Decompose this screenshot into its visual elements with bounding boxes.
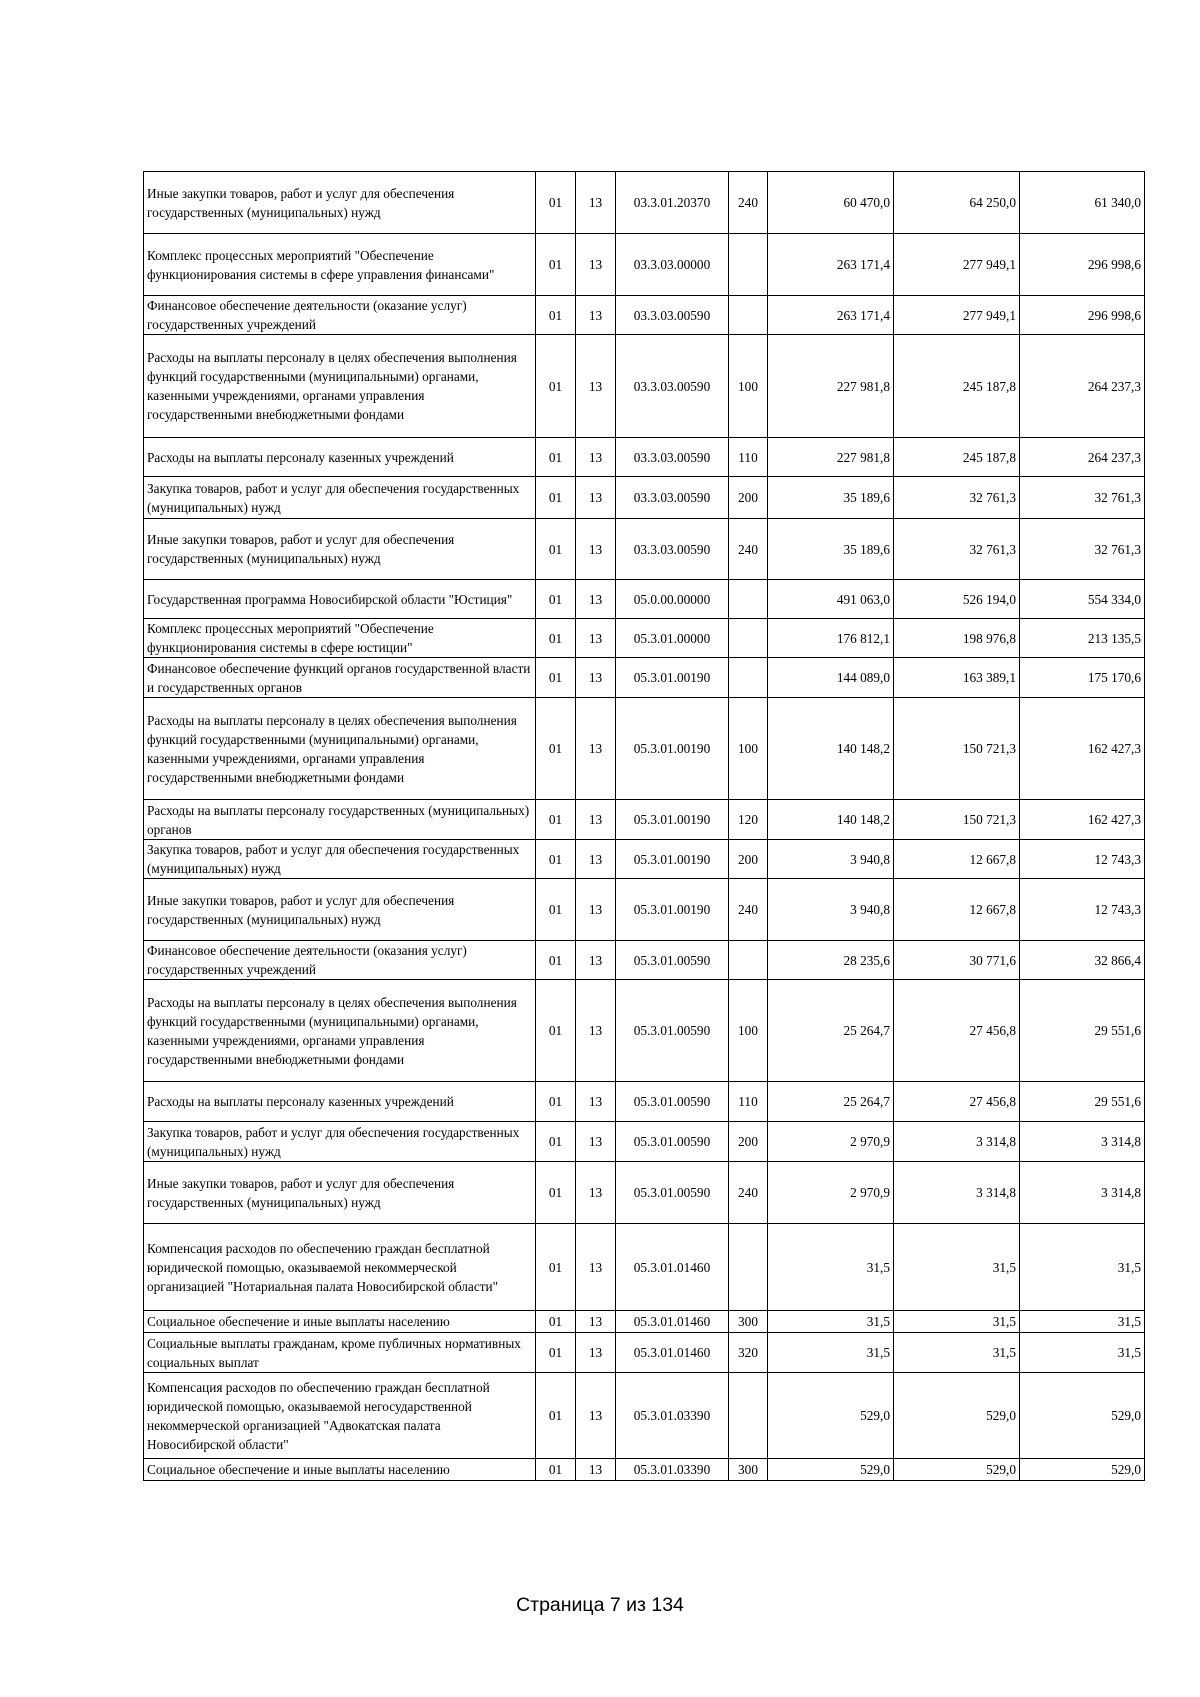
cell-section: 01 (536, 335, 576, 438)
cell-section: 01 (536, 840, 576, 879)
cell-amount-year-2: 163 389,1 (894, 658, 1020, 698)
cell-section: 01 (536, 1459, 576, 1481)
cell-subsection: 13 (576, 1162, 616, 1224)
cell-amount-year-2: 31,5 (894, 1224, 1020, 1311)
cell-description: Иные закупки товаров, работ и услуг для обеспечения государственных (муниципальных) нужд (144, 172, 536, 234)
cell-target-article: 05.3.01.00590 (616, 1162, 729, 1224)
cell-amount-year-3: 3 314,8 (1020, 1122, 1145, 1162)
cell-subsection: 13 (576, 1373, 616, 1459)
cell-expense-type (729, 941, 768, 980)
cell-subsection: 13 (576, 980, 616, 1082)
cell-amount-year-2: 32 761,3 (894, 519, 1020, 580)
cell-subsection: 13 (576, 619, 616, 658)
table-row (144, 580, 1145, 619)
table-row (144, 619, 1145, 658)
cell-target-article: 05.3.01.00590 (616, 980, 729, 1082)
cell-target-article: 05.3.01.00190 (616, 879, 729, 941)
cell-amount-year-3: 31,5 (1020, 1333, 1145, 1373)
cell-target-article: 03.3.03.00590 (616, 335, 729, 438)
cell-amount-year-3: 162 427,3 (1020, 800, 1145, 840)
cell-subsection: 13 (576, 1122, 616, 1162)
cell-amount-year-2: 245 187,8 (894, 335, 1020, 438)
cell-description: Расходы на выплаты персоналу в целях обеспечения выполнения функций государственными (муниципальными) органами, казенными учреждениями, органами управления государственными внебюджетными фондами (144, 698, 536, 800)
cell-amount-year-3: 29 551,6 (1020, 980, 1145, 1082)
cell-description: Расходы на выплаты персоналу государственных (муниципальных) органов (144, 800, 536, 840)
cell-amount-year-2: 150 721,3 (894, 800, 1020, 840)
cell-amount-year-3: 31,5 (1020, 1311, 1145, 1333)
cell-expense-type: 320 (729, 1333, 768, 1373)
cell-subsection: 13 (576, 698, 616, 800)
cell-amount-year-3: 529,0 (1020, 1459, 1145, 1481)
cell-amount-year-3: 32 866,4 (1020, 941, 1145, 980)
cell-section: 01 (536, 941, 576, 980)
cell-subsection: 13 (576, 477, 616, 519)
cell-target-article: 05.3.01.00190 (616, 840, 729, 879)
cell-amount-year-1: 263 171,4 (768, 234, 894, 296)
cell-description: Расходы на выплаты персоналу казенных учреждений (144, 438, 536, 477)
cell-expense-type: 240 (729, 879, 768, 941)
cell-subsection: 13 (576, 335, 616, 438)
cell-description: Расходы на выплаты персоналу в целях обеспечения выполнения функций государственными (муниципальными) органами, казенными учреждениями, органами управления государственными внебюджетными фондами (144, 980, 536, 1082)
cell-description: Закупка товаров, работ и услуг для обеспечения государственных (муниципальных) нужд (144, 840, 536, 879)
cell-description: Финансовое обеспечение деятельности (оказания услуг) государственных учреждений (144, 941, 536, 980)
cell-amount-year-2: 27 456,8 (894, 980, 1020, 1082)
table-row (144, 172, 1145, 234)
table-row (144, 1373, 1145, 1459)
cell-section: 01 (536, 477, 576, 519)
cell-amount-year-3: 554 334,0 (1020, 580, 1145, 619)
cell-subsection: 13 (576, 1459, 616, 1481)
cell-target-article: 03.3.03.00000 (616, 234, 729, 296)
cell-section: 01 (536, 1373, 576, 1459)
cell-expense-type: 100 (729, 698, 768, 800)
table-row (144, 234, 1145, 296)
cell-section: 01 (536, 234, 576, 296)
cell-target-article: 05.3.01.01460 (616, 1333, 729, 1373)
cell-expense-type (729, 580, 768, 619)
cell-target-article: 03.3.03.00590 (616, 477, 729, 519)
cell-amount-year-2: 526 194,0 (894, 580, 1020, 619)
cell-amount-year-1: 35 189,6 (768, 519, 894, 580)
cell-amount-year-2: 277 949,1 (894, 296, 1020, 335)
cell-amount-year-1: 144 089,0 (768, 658, 894, 698)
cell-amount-year-2: 529,0 (894, 1373, 1020, 1459)
cell-expense-type: 240 (729, 1162, 768, 1224)
cell-description: Закупка товаров, работ и услуг для обеспечения государственных (муниципальных) нужд (144, 477, 536, 519)
cell-amount-year-1: 529,0 (768, 1459, 894, 1481)
cell-target-article: 03.3.01.20370 (616, 172, 729, 234)
cell-subsection: 13 (576, 1224, 616, 1311)
cell-subsection: 13 (576, 519, 616, 580)
cell-amount-year-1: 60 470,0 (768, 172, 894, 234)
cell-amount-year-2: 12 667,8 (894, 840, 1020, 879)
cell-amount-year-1: 25 264,7 (768, 1082, 894, 1122)
cell-amount-year-2: 12 667,8 (894, 879, 1020, 941)
cell-subsection: 13 (576, 658, 616, 698)
cell-section: 01 (536, 172, 576, 234)
cell-amount-year-3: 296 998,6 (1020, 296, 1145, 335)
cell-amount-year-3: 32 761,3 (1020, 477, 1145, 519)
cell-target-article: 03.3.03.00590 (616, 519, 729, 580)
cell-expense-type: 240 (729, 172, 768, 234)
table-row (144, 840, 1145, 879)
table-row (144, 980, 1145, 1082)
cell-section: 01 (536, 1224, 576, 1311)
cell-section: 01 (536, 800, 576, 840)
cell-target-article: 03.3.03.00590 (616, 296, 729, 335)
cell-amount-year-3: 61 340,0 (1020, 172, 1145, 234)
cell-subsection: 13 (576, 1333, 616, 1373)
cell-amount-year-3: 213 135,5 (1020, 619, 1145, 658)
cell-amount-year-1: 28 235,6 (768, 941, 894, 980)
cell-amount-year-3: 264 237,3 (1020, 438, 1145, 477)
cell-subsection: 13 (576, 800, 616, 840)
cell-section: 01 (536, 1311, 576, 1333)
cell-target-article: 03.3.03.00590 (616, 438, 729, 477)
cell-amount-year-1: 35 189,6 (768, 477, 894, 519)
cell-section: 01 (536, 619, 576, 658)
cell-subsection: 13 (576, 941, 616, 980)
cell-amount-year-1: 2 970,9 (768, 1122, 894, 1162)
table-row (144, 296, 1145, 335)
cell-amount-year-3: 529,0 (1020, 1373, 1145, 1459)
cell-description: Социальное обеспечение и иные выплаты населению (144, 1459, 536, 1481)
cell-section: 01 (536, 1162, 576, 1224)
cell-subsection: 13 (576, 1082, 616, 1122)
cell-target-article: 05.3.01.03390 (616, 1373, 729, 1459)
cell-amount-year-2: 31,5 (894, 1311, 1020, 1333)
cell-description: Компенсация расходов по обеспечению граждан бесплатной юридической помощью, оказываемой негосударственной некоммерческой организацией "Адвокатская палата Новосибирской области" (144, 1373, 536, 1459)
cell-subsection: 13 (576, 879, 616, 941)
table-row (144, 1333, 1145, 1373)
cell-target-article: 05.3.01.00590 (616, 1122, 729, 1162)
table-row (144, 658, 1145, 698)
cell-description: Компенсация расходов по обеспечению граждан бесплатной юридической помощью, оказываемой некоммерческой организацией "Нотариальная палата Новосибирской области" (144, 1224, 536, 1311)
table-row (144, 477, 1145, 519)
cell-section: 01 (536, 879, 576, 941)
cell-expense-type: 110 (729, 438, 768, 477)
table-row (144, 1459, 1145, 1481)
cell-expense-type: 120 (729, 800, 768, 840)
cell-description: Иные закупки товаров, работ и услуг для обеспечения государственных (муниципальных) нужд (144, 519, 536, 580)
table-row (144, 438, 1145, 477)
cell-description: Иные закупки товаров, работ и услуг для обеспечения государственных (муниципальных) нужд (144, 1162, 536, 1224)
cell-description: Финансовое обеспечение деятельности (оказание услуг) государственных учреждений (144, 296, 536, 335)
cell-section: 01 (536, 1122, 576, 1162)
cell-subsection: 13 (576, 580, 616, 619)
cell-amount-year-2: 198 976,8 (894, 619, 1020, 658)
cell-expense-type (729, 296, 768, 335)
cell-description: Социальные выплаты гражданам, кроме публичных нормативных социальных выплат (144, 1333, 536, 1373)
cell-subsection: 13 (576, 1311, 616, 1333)
cell-amount-year-1: 140 148,2 (768, 698, 894, 800)
cell-amount-year-2: 529,0 (894, 1459, 1020, 1481)
table-row (144, 519, 1145, 580)
table-row (144, 941, 1145, 980)
cell-expense-type: 240 (729, 519, 768, 580)
cell-amount-year-2: 3 314,8 (894, 1122, 1020, 1162)
cell-amount-year-1: 227 981,8 (768, 438, 894, 477)
cell-amount-year-2: 245 187,8 (894, 438, 1020, 477)
cell-amount-year-1: 491 063,0 (768, 580, 894, 619)
cell-section: 01 (536, 698, 576, 800)
cell-amount-year-1: 529,0 (768, 1373, 894, 1459)
cell-amount-year-1: 3 940,8 (768, 879, 894, 941)
cell-amount-year-2: 32 761,3 (894, 477, 1020, 519)
table-row (144, 335, 1145, 438)
cell-section: 01 (536, 658, 576, 698)
cell-target-article: 05.3.01.01460 (616, 1311, 729, 1333)
cell-description: Расходы на выплаты персоналу в целях обеспечения выполнения функций государственными (муниципальными) органами, казенными учреждениями, органами управления государственными внебюджетными фондами (144, 335, 536, 438)
cell-amount-year-1: 31,5 (768, 1311, 894, 1333)
cell-subsection: 13 (576, 172, 616, 234)
table-row (144, 1311, 1145, 1333)
cell-expense-type (729, 1224, 768, 1311)
cell-amount-year-1: 31,5 (768, 1224, 894, 1311)
cell-target-article: 05.3.01.00590 (616, 1082, 729, 1122)
cell-section: 01 (536, 519, 576, 580)
cell-expense-type (729, 234, 768, 296)
cell-expense-type (729, 1373, 768, 1459)
table-row (144, 1224, 1145, 1311)
cell-amount-year-1: 176 812,1 (768, 619, 894, 658)
cell-amount-year-2: 27 456,8 (894, 1082, 1020, 1122)
cell-section: 01 (536, 1333, 576, 1373)
table-row (144, 698, 1145, 800)
cell-section: 01 (536, 296, 576, 335)
cell-amount-year-3: 3 314,8 (1020, 1162, 1145, 1224)
table-row (144, 1122, 1145, 1162)
cell-expense-type: 200 (729, 840, 768, 879)
cell-target-article: 05.3.01.01460 (616, 1224, 729, 1311)
cell-amount-year-3: 29 551,6 (1020, 1082, 1145, 1122)
cell-amount-year-3: 31,5 (1020, 1224, 1145, 1311)
cell-expense-type (729, 619, 768, 658)
page-number: Страница 7 из 134 (516, 1594, 684, 1616)
cell-description: Государственная программа Новосибирской области "Юстиция" (144, 580, 536, 619)
cell-amount-year-2: 3 314,8 (894, 1162, 1020, 1224)
table-row (144, 800, 1145, 840)
cell-amount-year-2: 150 721,3 (894, 698, 1020, 800)
cell-amount-year-3: 175 170,6 (1020, 658, 1145, 698)
budget-table (143, 171, 1145, 1481)
cell-amount-year-2: 277 949,1 (894, 234, 1020, 296)
cell-section: 01 (536, 980, 576, 1082)
cell-subsection: 13 (576, 296, 616, 335)
cell-amount-year-1: 3 940,8 (768, 840, 894, 879)
cell-expense-type: 200 (729, 477, 768, 519)
cell-amount-year-3: 32 761,3 (1020, 519, 1145, 580)
cell-amount-year-2: 31,5 (894, 1333, 1020, 1373)
cell-target-article: 05.3.01.00000 (616, 619, 729, 658)
cell-target-article: 05.3.01.00590 (616, 941, 729, 980)
cell-amount-year-2: 30 771,6 (894, 941, 1020, 980)
cell-section: 01 (536, 1082, 576, 1122)
table-row (144, 1082, 1145, 1122)
cell-target-article: 05.3.01.00190 (616, 698, 729, 800)
cell-amount-year-3: 162 427,3 (1020, 698, 1145, 800)
table-row (144, 1162, 1145, 1224)
cell-expense-type: 200 (729, 1122, 768, 1162)
cell-description: Расходы на выплаты персоналу казенных учреждений (144, 1082, 536, 1122)
cell-description: Социальное обеспечение и иные выплаты населению (144, 1311, 536, 1333)
cell-subsection: 13 (576, 840, 616, 879)
cell-amount-year-1: 140 148,2 (768, 800, 894, 840)
cell-amount-year-1: 2 970,9 (768, 1162, 894, 1224)
cell-amount-year-2: 64 250,0 (894, 172, 1020, 234)
cell-subsection: 13 (576, 234, 616, 296)
cell-description: Комплекс процессных мероприятий "Обеспечение функционирования системы в сфере управления финансами" (144, 234, 536, 296)
cell-description: Финансовое обеспечение функций органов государственной власти и государственных органов (144, 658, 536, 698)
cell-description: Закупка товаров, работ и услуг для обеспечения государственных (муниципальных) нужд (144, 1122, 536, 1162)
cell-amount-year-1: 263 171,4 (768, 296, 894, 335)
cell-amount-year-1: 25 264,7 (768, 980, 894, 1082)
cell-expense-type: 300 (729, 1459, 768, 1481)
cell-expense-type: 300 (729, 1311, 768, 1333)
cell-expense-type: 100 (729, 980, 768, 1082)
cell-target-article: 05.3.01.00190 (616, 800, 729, 840)
cell-target-article: 05.3.01.03390 (616, 1459, 729, 1481)
cell-subsection: 13 (576, 438, 616, 477)
cell-section: 01 (536, 438, 576, 477)
cell-target-article: 05.0.00.00000 (616, 580, 729, 619)
table-body (144, 172, 1145, 1481)
cell-expense-type (729, 658, 768, 698)
cell-section: 01 (536, 580, 576, 619)
cell-amount-year-3: 12 743,3 (1020, 840, 1145, 879)
cell-amount-year-3: 264 237,3 (1020, 335, 1145, 438)
cell-amount-year-1: 227 981,8 (768, 335, 894, 438)
table-row (144, 879, 1145, 941)
cell-amount-year-1: 31,5 (768, 1333, 894, 1373)
cell-target-article: 05.3.01.00190 (616, 658, 729, 698)
cell-amount-year-3: 296 998,6 (1020, 234, 1145, 296)
cell-description: Иные закупки товаров, работ и услуг для обеспечения государственных (муниципальных) нужд (144, 879, 536, 941)
cell-description: Комплекс процессных мероприятий "Обеспечение функционирования системы в сфере юстиции" (144, 619, 536, 658)
cell-amount-year-3: 12 743,3 (1020, 879, 1145, 941)
cell-expense-type: 100 (729, 335, 768, 438)
cell-expense-type: 110 (729, 1082, 768, 1122)
